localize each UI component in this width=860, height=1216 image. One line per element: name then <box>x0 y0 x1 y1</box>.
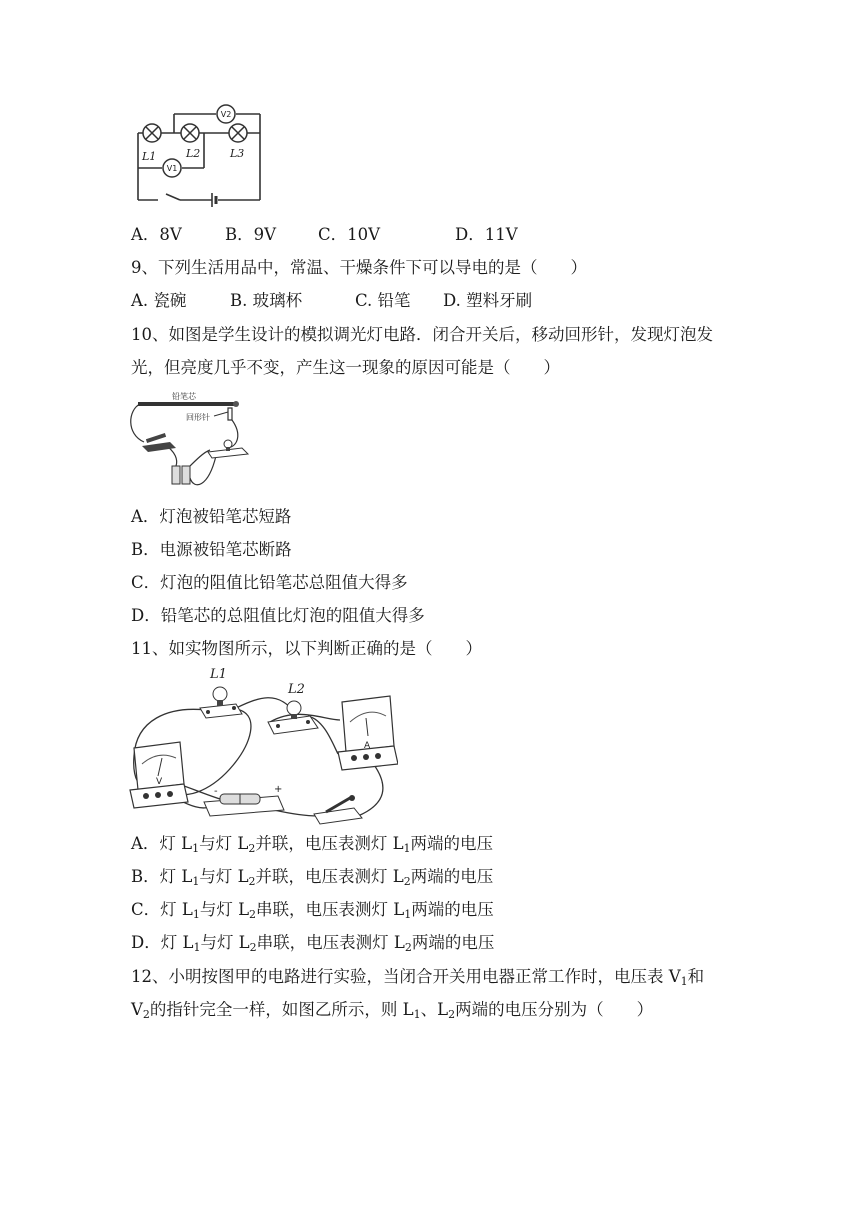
battery-minus-label: - <box>214 786 218 797</box>
bulb-icon <box>208 440 248 458</box>
q11-option-b <box>131 866 493 888</box>
subscript: 2 <box>248 842 256 855</box>
q9-stem: 9、下列生活用品中，常温、干燥条件下可以导电的是（ ） <box>131 258 587 277</box>
q11-option-b-text: 并联，电压表测灯 L <box>255 867 404 886</box>
q11-option-a <box>131 833 493 855</box>
q12-text: V <box>131 1000 143 1019</box>
q10-stem-line1: 10、如图是学生设计的模拟调光灯电路．闭合开关后，移动回形针，发现灯泡发 <box>131 325 713 344</box>
subscript: 1 <box>413 1008 421 1021</box>
lamp-icon <box>143 124 247 142</box>
q11-option-c <box>131 899 494 921</box>
q10-option-a: A．灯泡被铅笔芯短路 <box>131 507 292 526</box>
voltmeter-icon <box>130 742 188 808</box>
q11-option-d <box>131 932 494 954</box>
subscript: 2 <box>249 908 257 921</box>
q9-option-b: B. 玻璃杯 <box>230 291 303 310</box>
q8-option-d: D．11V <box>455 225 518 244</box>
l3-label: L3 <box>230 147 245 160</box>
pencil-lead-label: 铅笔芯 <box>172 392 196 401</box>
subscript: 1 <box>680 975 688 988</box>
q12-text: 的指针完全一样，如图乙所示，则 L <box>149 1000 414 1019</box>
l1-label: L1 <box>142 150 157 163</box>
q11-option-c-text: C．灯 L <box>131 900 193 919</box>
q11-option-d-text: 与灯 L <box>200 933 250 952</box>
q11-physical-circuit-figure <box>128 666 398 826</box>
q10-option-b: B．电源被铅笔芯断路 <box>131 540 292 559</box>
ammeter-label: A <box>364 741 371 751</box>
q8-option-c: C．10V <box>318 225 381 244</box>
q9-option-a: A. 瓷碗 <box>131 291 187 310</box>
subscript: 1 <box>403 842 411 855</box>
subscript: 1 <box>193 941 201 954</box>
paper-clip-icon <box>228 408 232 420</box>
v1-label: V1 <box>166 164 178 173</box>
q11-l1-label: L1 <box>210 667 227 682</box>
voltmeter-label: V <box>156 777 163 787</box>
q11-option-b-text: 两端的电压 <box>410 867 494 886</box>
q12-text: 12、小明按图甲的电路进行实验，当闭合开关用电器正常工作时，电压表 V <box>131 967 681 986</box>
subscript: 2 <box>249 941 257 954</box>
q11-option-d-text: D．灯 L <box>131 933 194 952</box>
q9-option-d: D. 塑料牙刷 <box>443 291 533 310</box>
subscript: 2 <box>448 1008 456 1021</box>
q10-dimmer-circuit-figure <box>124 390 254 492</box>
q11-option-a-text: 与灯 L <box>199 834 249 853</box>
q11-option-b-text: B．灯 L <box>131 867 193 886</box>
q10-stem-line2: 光，但亮度几乎不变，产生这一现象的原因可能是（ ） <box>131 358 560 377</box>
q10-option-d: D．铅笔芯的总阻值比灯泡的阻值大得多 <box>131 606 425 625</box>
q11-option-d-text: 串联，电压表测灯 L <box>256 933 405 952</box>
q11-option-c-text: 两端的电压 <box>411 900 494 919</box>
paper-clip-label: 回形针 <box>186 413 210 422</box>
q11-option-d-text: 两端的电压 <box>411 933 495 952</box>
subscript: 2 <box>403 875 411 888</box>
q10-option-c: C．灯泡的阻值比铅笔芯总阻值大得多 <box>131 573 408 592</box>
switch-icon <box>314 795 362 824</box>
v2-label: V2 <box>220 110 232 119</box>
q11-option-c-text: 串联，电压表测灯 L <box>256 900 405 919</box>
q11-l2-label: L2 <box>288 682 305 697</box>
q11-option-b-text: 与灯 L <box>199 867 249 886</box>
battery-icon <box>172 466 190 484</box>
ammeter-icon <box>338 696 398 770</box>
subscript: 2 <box>248 875 256 888</box>
q11-option-a-text: 并联，电压表测灯 L <box>255 834 404 853</box>
q9-option-c: C. 铅笔 <box>355 291 411 310</box>
lamp-l1-icon <box>200 687 242 718</box>
subscript: 1 <box>404 908 412 921</box>
q11-option-c-text: 与灯 L <box>199 900 250 919</box>
battery-plus-label: + <box>274 784 283 795</box>
q11-option-a-text: 两端的电压 <box>410 834 494 853</box>
q12-text: 两端的电压分别为（ ） <box>455 1000 654 1019</box>
pencil-lead-icon <box>138 402 238 406</box>
q12-text: 、L <box>420 1000 449 1019</box>
q12-stem-line1 <box>131 966 704 988</box>
q8-circuit-diagram <box>130 104 270 216</box>
q11-option-a-text: A．灯 L <box>131 834 193 853</box>
q12-text: 和 <box>687 967 705 986</box>
subscript: 2 <box>142 1008 150 1021</box>
subscript: 1 <box>192 842 200 855</box>
subscript: 1 <box>192 875 200 888</box>
q11-stem: 11、如实物图所示，以下判断正确的是（ ） <box>131 639 482 658</box>
q12-stem-line2 <box>131 999 653 1021</box>
subscript: 2 <box>404 941 412 954</box>
l2-label: L2 <box>186 147 201 160</box>
q8-option-a: A．8V <box>131 225 182 244</box>
q8-option-b: B．9V <box>225 225 277 244</box>
lamp-l2-icon <box>268 701 318 734</box>
subscript: 1 <box>192 908 200 921</box>
